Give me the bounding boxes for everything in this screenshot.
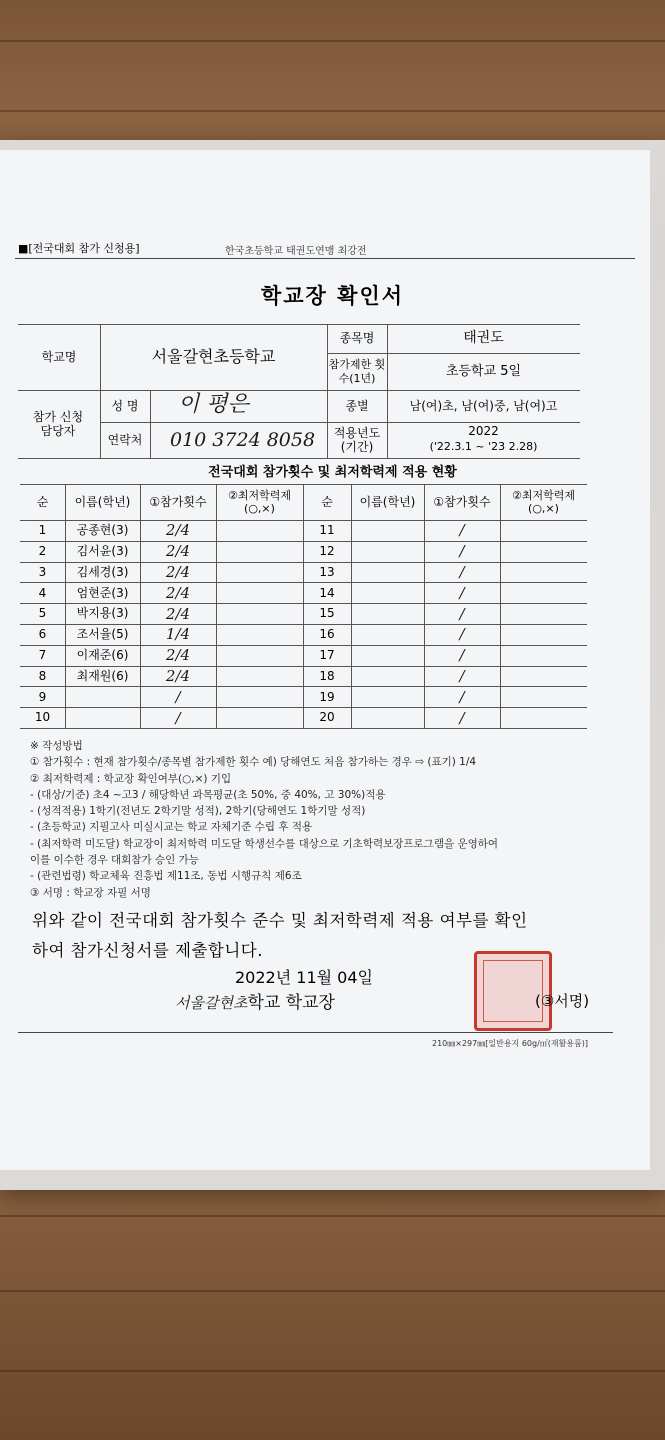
participation-count: 2/4 bbox=[165, 521, 191, 540]
student-name: 박지용(3) bbox=[76, 606, 129, 621]
row-number: 10 bbox=[34, 710, 51, 725]
row-number: 19 bbox=[319, 689, 335, 704]
row-number: 17 bbox=[319, 648, 335, 662]
participation-count: 2/4 bbox=[165, 562, 191, 581]
school-handwritten: 서울갈현초 bbox=[175, 994, 248, 1012]
col-count-left: ①참가횟수 bbox=[149, 494, 207, 509]
participation-count: / bbox=[459, 625, 465, 644]
col-no-left: 순 bbox=[36, 494, 49, 509]
row-number: 3 bbox=[38, 564, 47, 579]
participation-count: / bbox=[459, 604, 465, 623]
student-name bbox=[65, 686, 140, 707]
col-name-right: 이름(학년) bbox=[359, 494, 416, 509]
note-line: ※ 작성방법 bbox=[30, 740, 83, 752]
student-name: 최재원(6) bbox=[76, 668, 129, 683]
event-label: 종목명 bbox=[339, 331, 375, 346]
declaration-line: 하여 참가신청서를 제출합니다. bbox=[32, 941, 263, 960]
student-name: 이재준(6) bbox=[76, 648, 129, 662]
declaration-line: 위와 같이 전국대회 참가횟수 준수 및 최저학력제 적용 여부를 확인 bbox=[32, 911, 528, 930]
row-number: 16 bbox=[319, 627, 335, 642]
participation-count: / bbox=[459, 646, 465, 665]
year-label: 적용년도 (기간) bbox=[333, 425, 381, 454]
writing-instructions bbox=[30, 738, 630, 901]
col-name-left: 이름(학년) bbox=[74, 494, 131, 509]
participation-count: / bbox=[459, 542, 465, 561]
col-no-right: 순 bbox=[321, 494, 333, 509]
contact-label: 연락처 bbox=[107, 432, 143, 447]
gender-value: 남(여)초, 남(여)중, 남(여)고 bbox=[409, 398, 558, 413]
participation-count: / bbox=[459, 666, 465, 685]
limit-label: 참가제한 횟수(1년) bbox=[328, 358, 386, 385]
contact-value: 010 3724 8058 bbox=[170, 428, 316, 451]
header-rule bbox=[15, 258, 635, 259]
event-value: 태권도 bbox=[463, 330, 504, 347]
row-number: 8 bbox=[38, 668, 47, 683]
row-number: 11 bbox=[319, 523, 335, 538]
participation-count: 1/4 bbox=[165, 625, 191, 644]
note-line: ③ 서명 : 학교장 자필 서명 bbox=[30, 886, 151, 899]
participation-count: / bbox=[459, 521, 465, 540]
row-number: 2 bbox=[38, 544, 47, 558]
footer-rule bbox=[18, 1032, 613, 1033]
row-number: 12 bbox=[319, 544, 335, 558]
student-name: 엄현준(3) bbox=[76, 585, 129, 600]
note-line: - (대상/기준) 초4 ~고3 / 해당학년 과목평균(초 50%, 중 40%, 고 30%)적용 bbox=[30, 788, 386, 801]
row-number: 18 bbox=[319, 668, 335, 683]
row-number: 14 bbox=[319, 585, 335, 600]
row-number: 1 bbox=[38, 523, 47, 538]
participation-count: / bbox=[459, 687, 465, 706]
sign-date: 2022년 11월 04일 bbox=[235, 968, 373, 987]
note-line: 이를 이수한 경우 대회참가 승인 가능 bbox=[30, 854, 199, 867]
principal-title: 학교 학교장 bbox=[247, 993, 335, 1013]
row-number: 7 bbox=[38, 648, 47, 662]
year-value: 2022 bbox=[468, 423, 499, 438]
section-title: 전국대회 참가횟수 및 최저학력제 적용 현황 bbox=[208, 465, 457, 480]
row-number: 6 bbox=[38, 627, 47, 642]
principal-signature-line bbox=[175, 988, 335, 1013]
school-label: 학교명 bbox=[41, 349, 77, 364]
organization-name: 한국초등학교 태권도연맹 최강전 bbox=[225, 246, 367, 257]
document-title: 학교장 확인서 bbox=[260, 284, 405, 308]
form-tag: ■[전국대회 참가 신청용] bbox=[18, 242, 140, 255]
paper-spec: 210㎜×297㎜[일반용지 60g/㎡(재활용품)] bbox=[432, 1039, 589, 1048]
participation-count: 2/4 bbox=[165, 646, 191, 665]
participation-count: / bbox=[459, 562, 465, 581]
row-number: 15 bbox=[319, 606, 335, 621]
col-academic-right: ②최저학력제 (○,×) bbox=[512, 488, 575, 515]
student-name: 김세경(3) bbox=[76, 564, 129, 579]
student-name: 조서율(5) bbox=[76, 627, 129, 642]
note-line: ① 참가횟수 : 현재 참가횟수/종목별 참가제한 횟수 예) 당해연도 처음 참가하는 경우 ⇨ (표기) 1/4 bbox=[30, 756, 477, 769]
period-value: ('22.3.1 ~ '23 2.28) bbox=[429, 440, 538, 454]
participation-count: / bbox=[175, 687, 181, 706]
col-count-right: ①참가횟수 bbox=[433, 494, 491, 509]
participation-count: 2/4 bbox=[165, 542, 191, 561]
student-name: 공종현(3) bbox=[76, 523, 129, 538]
signature-mark: (③서명) bbox=[535, 992, 590, 1010]
participation-count: 2/4 bbox=[165, 666, 191, 685]
participation-count: / bbox=[459, 583, 465, 602]
name-label: 성 명 bbox=[111, 398, 139, 413]
note-line: - (최저학력 미도달) 학교장이 최저학력 미도달 학생선수를 대상으로 기초학력보장프로그램을 운영하여 bbox=[30, 837, 499, 850]
participation-count: 2/4 bbox=[165, 604, 191, 623]
gender-label: 종별 bbox=[345, 398, 369, 413]
name-value: 이 평은 bbox=[178, 391, 249, 417]
school-name: 서울갈현초등학교 bbox=[151, 347, 276, 367]
note-line: ② 최저학력제 : 학교장 확인여부(○,×) 기입 bbox=[30, 772, 232, 785]
col-academic-left: ②최저학력제 (○,×) bbox=[228, 488, 291, 515]
note-line: - (초등학교) 지필고사 미실시교는 학교 자체기준 수립 후 적용 bbox=[30, 821, 313, 834]
manager-label: 참가 신청 담당자 bbox=[32, 409, 84, 438]
limit-value: 초등학교 5일 bbox=[445, 363, 522, 379]
row-number: 5 bbox=[38, 606, 47, 621]
row-number: 20 bbox=[319, 710, 335, 725]
participation-count: / bbox=[175, 708, 181, 727]
participation-count: / bbox=[459, 708, 465, 727]
row-number: 13 bbox=[319, 564, 335, 579]
declaration bbox=[32, 906, 528, 966]
row-number: 9 bbox=[38, 689, 47, 704]
note-line: - (성적적용) 1학기(전년도 2학기말 성적), 2학기(당해연도 1학기말 성적) bbox=[30, 805, 366, 818]
participation-count: 2/4 bbox=[165, 583, 191, 602]
note-line: - (관련법령) 학교체육 진흥법 제11조, 동법 시행규칙 제6조 bbox=[30, 870, 302, 883]
row-number: 4 bbox=[38, 585, 47, 600]
student-name: 김서윤(3) bbox=[76, 544, 129, 558]
student-name bbox=[65, 707, 140, 728]
